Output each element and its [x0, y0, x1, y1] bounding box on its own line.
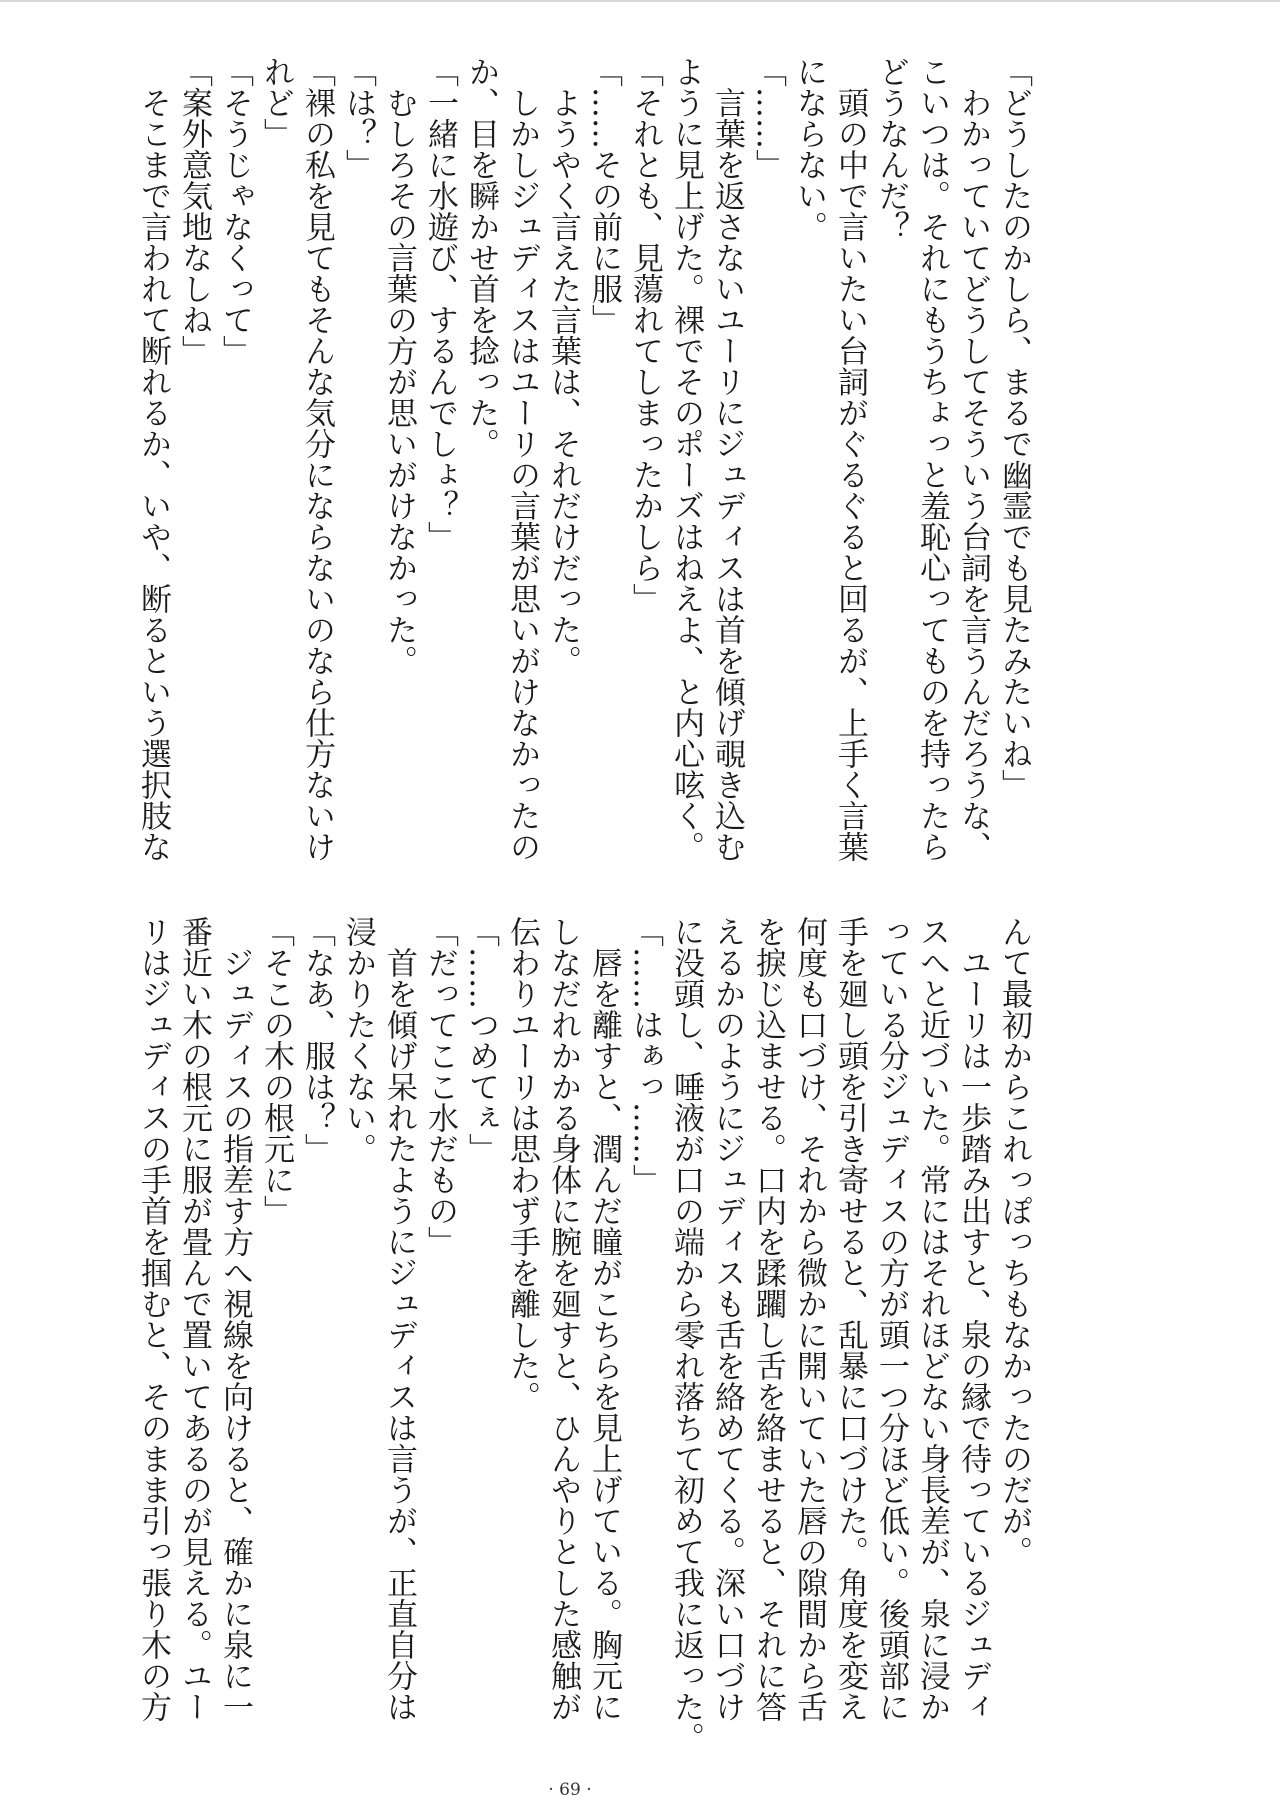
- text-column: 首を傾げ呆れたようにジュディスは言うが、正直自分は: [381, 916, 417, 1722]
- text-column: しなだれかかる身体に腕を廻すと、ひんやりとした感触が: [545, 916, 581, 1722]
- text-column: 何度も口づけ、それから微かに開いていた唇の隙間から舌: [791, 916, 827, 1722]
- text-column: 言葉を返さないユーリにジュディスは首を傾げ覗き込む: [709, 56, 745, 862]
- text-column: 番近い木の根元に服が畳んで置いてあるのが見える。ユー: [176, 916, 212, 1722]
- text-column: 「……つめてぇ」: [463, 916, 499, 1164]
- text-column: 「……はぁっ……」: [627, 916, 663, 1195]
- text-column: んて最初からこれっぽっちもなかったのだが。: [996, 916, 1032, 1567]
- text-column: 「案外意気地なしね」: [176, 56, 212, 366]
- text-column: むしろその言葉の方が思いがけなかった。: [381, 56, 417, 676]
- page-edge-line: [0, 0, 1280, 2]
- text-column: ようやく言えた言葉は、それだけだった。: [545, 56, 581, 676]
- text-column: わかっていてどうしてそういう台詞を言うんだろうな、: [955, 56, 991, 862]
- text-column: に没頭し、唾液が口の端から零れ落ちて初めて我に返った。: [668, 916, 704, 1753]
- text-column: 「そこの木の根元に」: [258, 916, 294, 1226]
- text-column: 浸かりたくない。: [340, 916, 376, 1164]
- text-column: 「なあ、服は？」: [299, 916, 335, 1164]
- text-column: 「どうしたのかしら、まるで幽霊でも見たみたいね」: [996, 56, 1032, 800]
- text-column: スへと近づいた。常にはそれほどない身長差が、泉に浸か: [914, 916, 950, 1722]
- text-column: れど」: [258, 56, 294, 149]
- text-column: どうなんだ？: [873, 56, 909, 242]
- text-column: にならない。: [791, 56, 827, 242]
- text-column: 「裸の私を見てもそんな気分にならないのなら仕方ないけ: [299, 56, 335, 862]
- text-column: 「……その前に服」: [586, 56, 622, 335]
- text-block-bottom: [132, 916, 1034, 1756]
- text-column: か、目を瞬かせ首を捻った。: [463, 56, 499, 459]
- text-column: 唇を離すと、潤んだ瞳がこちらを見上げている。胸元に: [586, 916, 622, 1722]
- text-column: ジュディスの指差す方へ視線を向けると、確かに泉に一: [217, 916, 253, 1722]
- text-column: を捩じ込ませる。口内を蹂躙し舌を絡ませると、それに答: [750, 916, 786, 1722]
- text-column: 頭の中で言いたい台詞がぐるぐると回るが、上手く言葉: [832, 56, 868, 862]
- page-number: · 69 ·: [548, 1780, 592, 1800]
- text-column: そこまで言われて断れるか、いや、断るという選択肢な: [135, 56, 171, 862]
- text-column: ユーリは一歩踏み出すと、泉の縁で待っているジュディ: [955, 916, 991, 1722]
- text-column: 伝わりユーリは思わず手を離した。: [504, 916, 540, 1412]
- text-column: 「……」: [750, 56, 786, 180]
- text-column: こいつは。それにもうちょっと羞恥心ってものを持ったら: [914, 56, 950, 862]
- text-column: 「それとも、見蕩れてしまったかしら」: [627, 56, 663, 614]
- text-column: ように見上げた。裸でそのポーズはねえよ、と内心呟く。: [668, 56, 704, 862]
- text-column: えるかのようにジュディスも舌を絡めてくる。深い口づけ: [709, 916, 745, 1722]
- text-column: リはジュディスの手首を掴むと、そのまま引っ張り木の方: [135, 916, 171, 1722]
- text-block-top: [132, 56, 1034, 896]
- text-column: 手を廻し頭を引き寄せると、乱暴に口づけた。角度を変え: [832, 916, 868, 1722]
- text-column: 「だってここ水だもの」: [422, 916, 458, 1257]
- text-column: 「は？」: [340, 56, 376, 180]
- text-column: っている分ジュディスの方が頭一つ分ほど低い。後頭部に: [873, 916, 909, 1722]
- text-column: しかしジュディスはユーリの言葉が思いがけなかったの: [504, 56, 540, 862]
- text-column: 「一緒に水遊び、するんでしょ？」: [422, 56, 458, 552]
- text-column: 「そうじゃなくって」: [217, 56, 253, 366]
